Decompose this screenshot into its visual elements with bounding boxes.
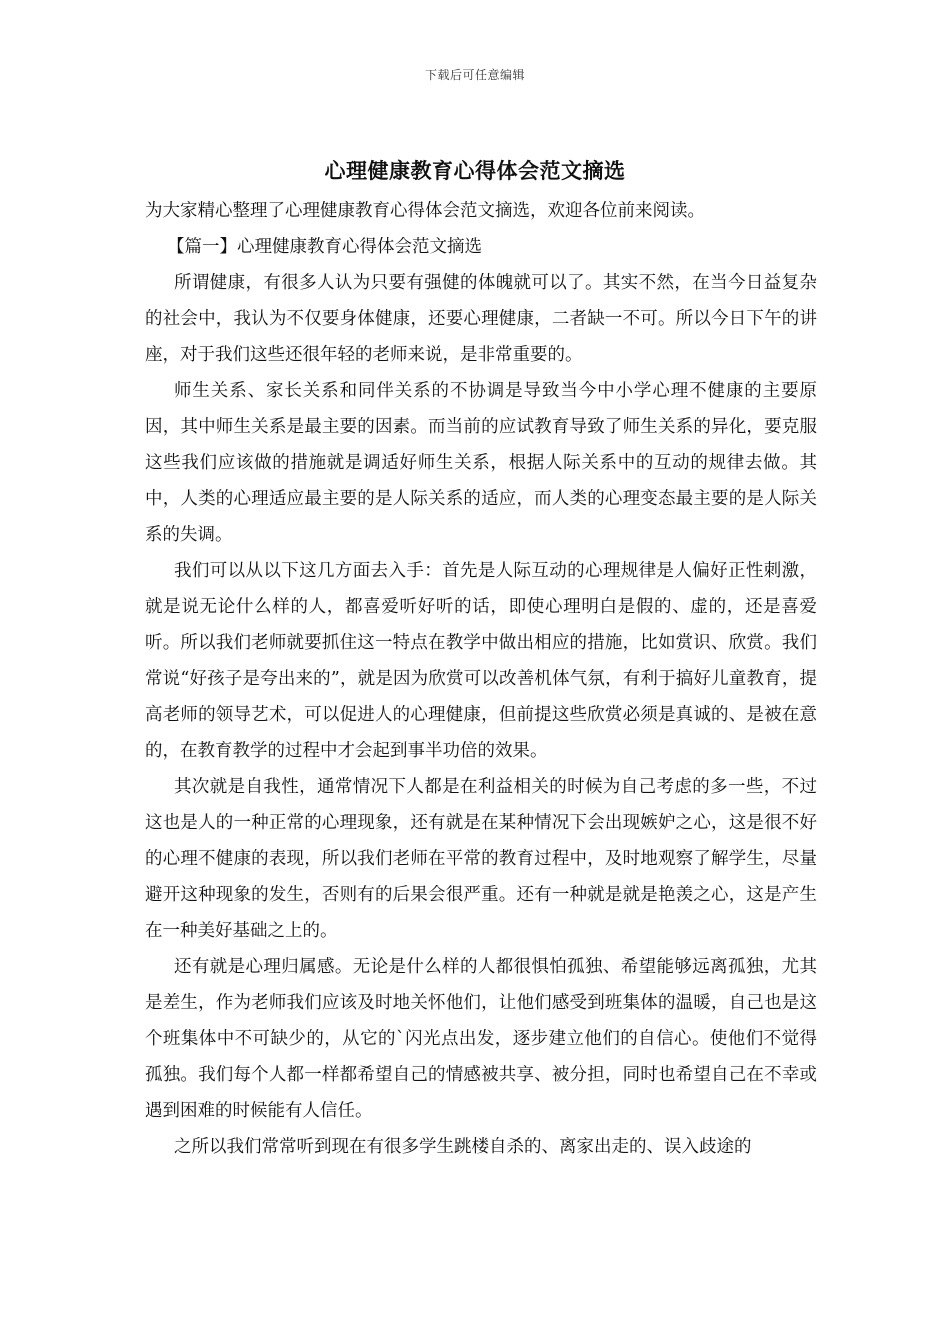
body-paragraph: 师生关系、家长关系和同伴关系的不协调是导致当今中小学心理不健康的主要原因，其中师生关系是最主要的因素。而当前的应试教育导致了师生关系的异化，要克服这些我们应该做的措施就是调适好师生关系，根据人际关系中的互动的规律去做。其中，人类的心理适应最主要的是人际关系的适应，而人类的心理变态最主要的是人际关系的失调。 bbox=[145, 381, 817, 545]
body-paragraph: 所谓健康，有很多人认为只要有强健的体魄就可以了。其实不然，在当今日益复杂的社会中，我认为不仅要身体健康，还要心理健康，二者缺一不可。所以今日下午的讲座，对于我们这些还很年轻的老师来说，是非常重要的。 bbox=[145, 273, 817, 365]
document-body bbox=[145, 193, 817, 1165]
document-title: 心理健康教育心得体会范文摘选 bbox=[324, 158, 626, 183]
section-heading: 【篇一】心理健康教育心得体会范文摘选 bbox=[167, 237, 482, 257]
body-paragraph: 还有就是心理归属感。无论是什么样的人都很惧怕孤独、希望能够远离孤独，尤其是差生，作为老师我们应该及时地关怀他们，让他们感受到班集体的温暖，自己也是这个班集体中不可缺少的，从它的`闪光点出发，逐步建立他们的自信心。使他们不觉得孤独。我们每个人都一样都希望自己的情感被共享、被分担，同时也希望自己在不幸或遇到困难的时候能有人信任。 bbox=[145, 957, 817, 1121]
body-paragraph: 之所以我们常常听到现在有很多学生跳楼自杀的、离家出走的、误入歧途的 bbox=[174, 1137, 752, 1157]
intro-paragraph: 为大家精心整理了心理健康教育心得体会范文摘选，欢迎各位前来阅读。 bbox=[145, 201, 705, 221]
header-note: 下载后可任意编辑 bbox=[424, 68, 525, 82]
body-paragraph: 其次就是自我性，通常情况下人都是在利益相关的时候为自己考虑的多一些，不过这也是人的一种正常的心理现象，还有就是在某种情况下会出现嫉妒之心，这是很不好的心理不健康的表现，所以我们老师在平常的教育过程中，及时地观察了解学生，尽量避开这种现象的发生，否则有的后果会很严重。还有一种就是就是艳羡之心，这是产生在一种美好基础之上的。 bbox=[145, 777, 817, 941]
body-paragraph: 我们可以从以下这几方面去入手：首先是人际互动的心理规律是人偏好正性刺激，就是说无论什么样的人，都喜爱听好听的话，即使心理明白是假的、虚的，还是喜爱听。所以我们老师就要抓住这一特点在教学中做出相应的措施，比如赏识、欣赏。我们常说“好孩子是夸出来的”，就是因为欣赏可以改善机体气氛，有利于搞好儿童教育，提高老师的领导艺术，可以促进人的心理健康，但前提这些欣赏必须是真诚的、是被在意的，在教育教学的过程中才会起到事半功倍的效果。 bbox=[145, 561, 817, 761]
